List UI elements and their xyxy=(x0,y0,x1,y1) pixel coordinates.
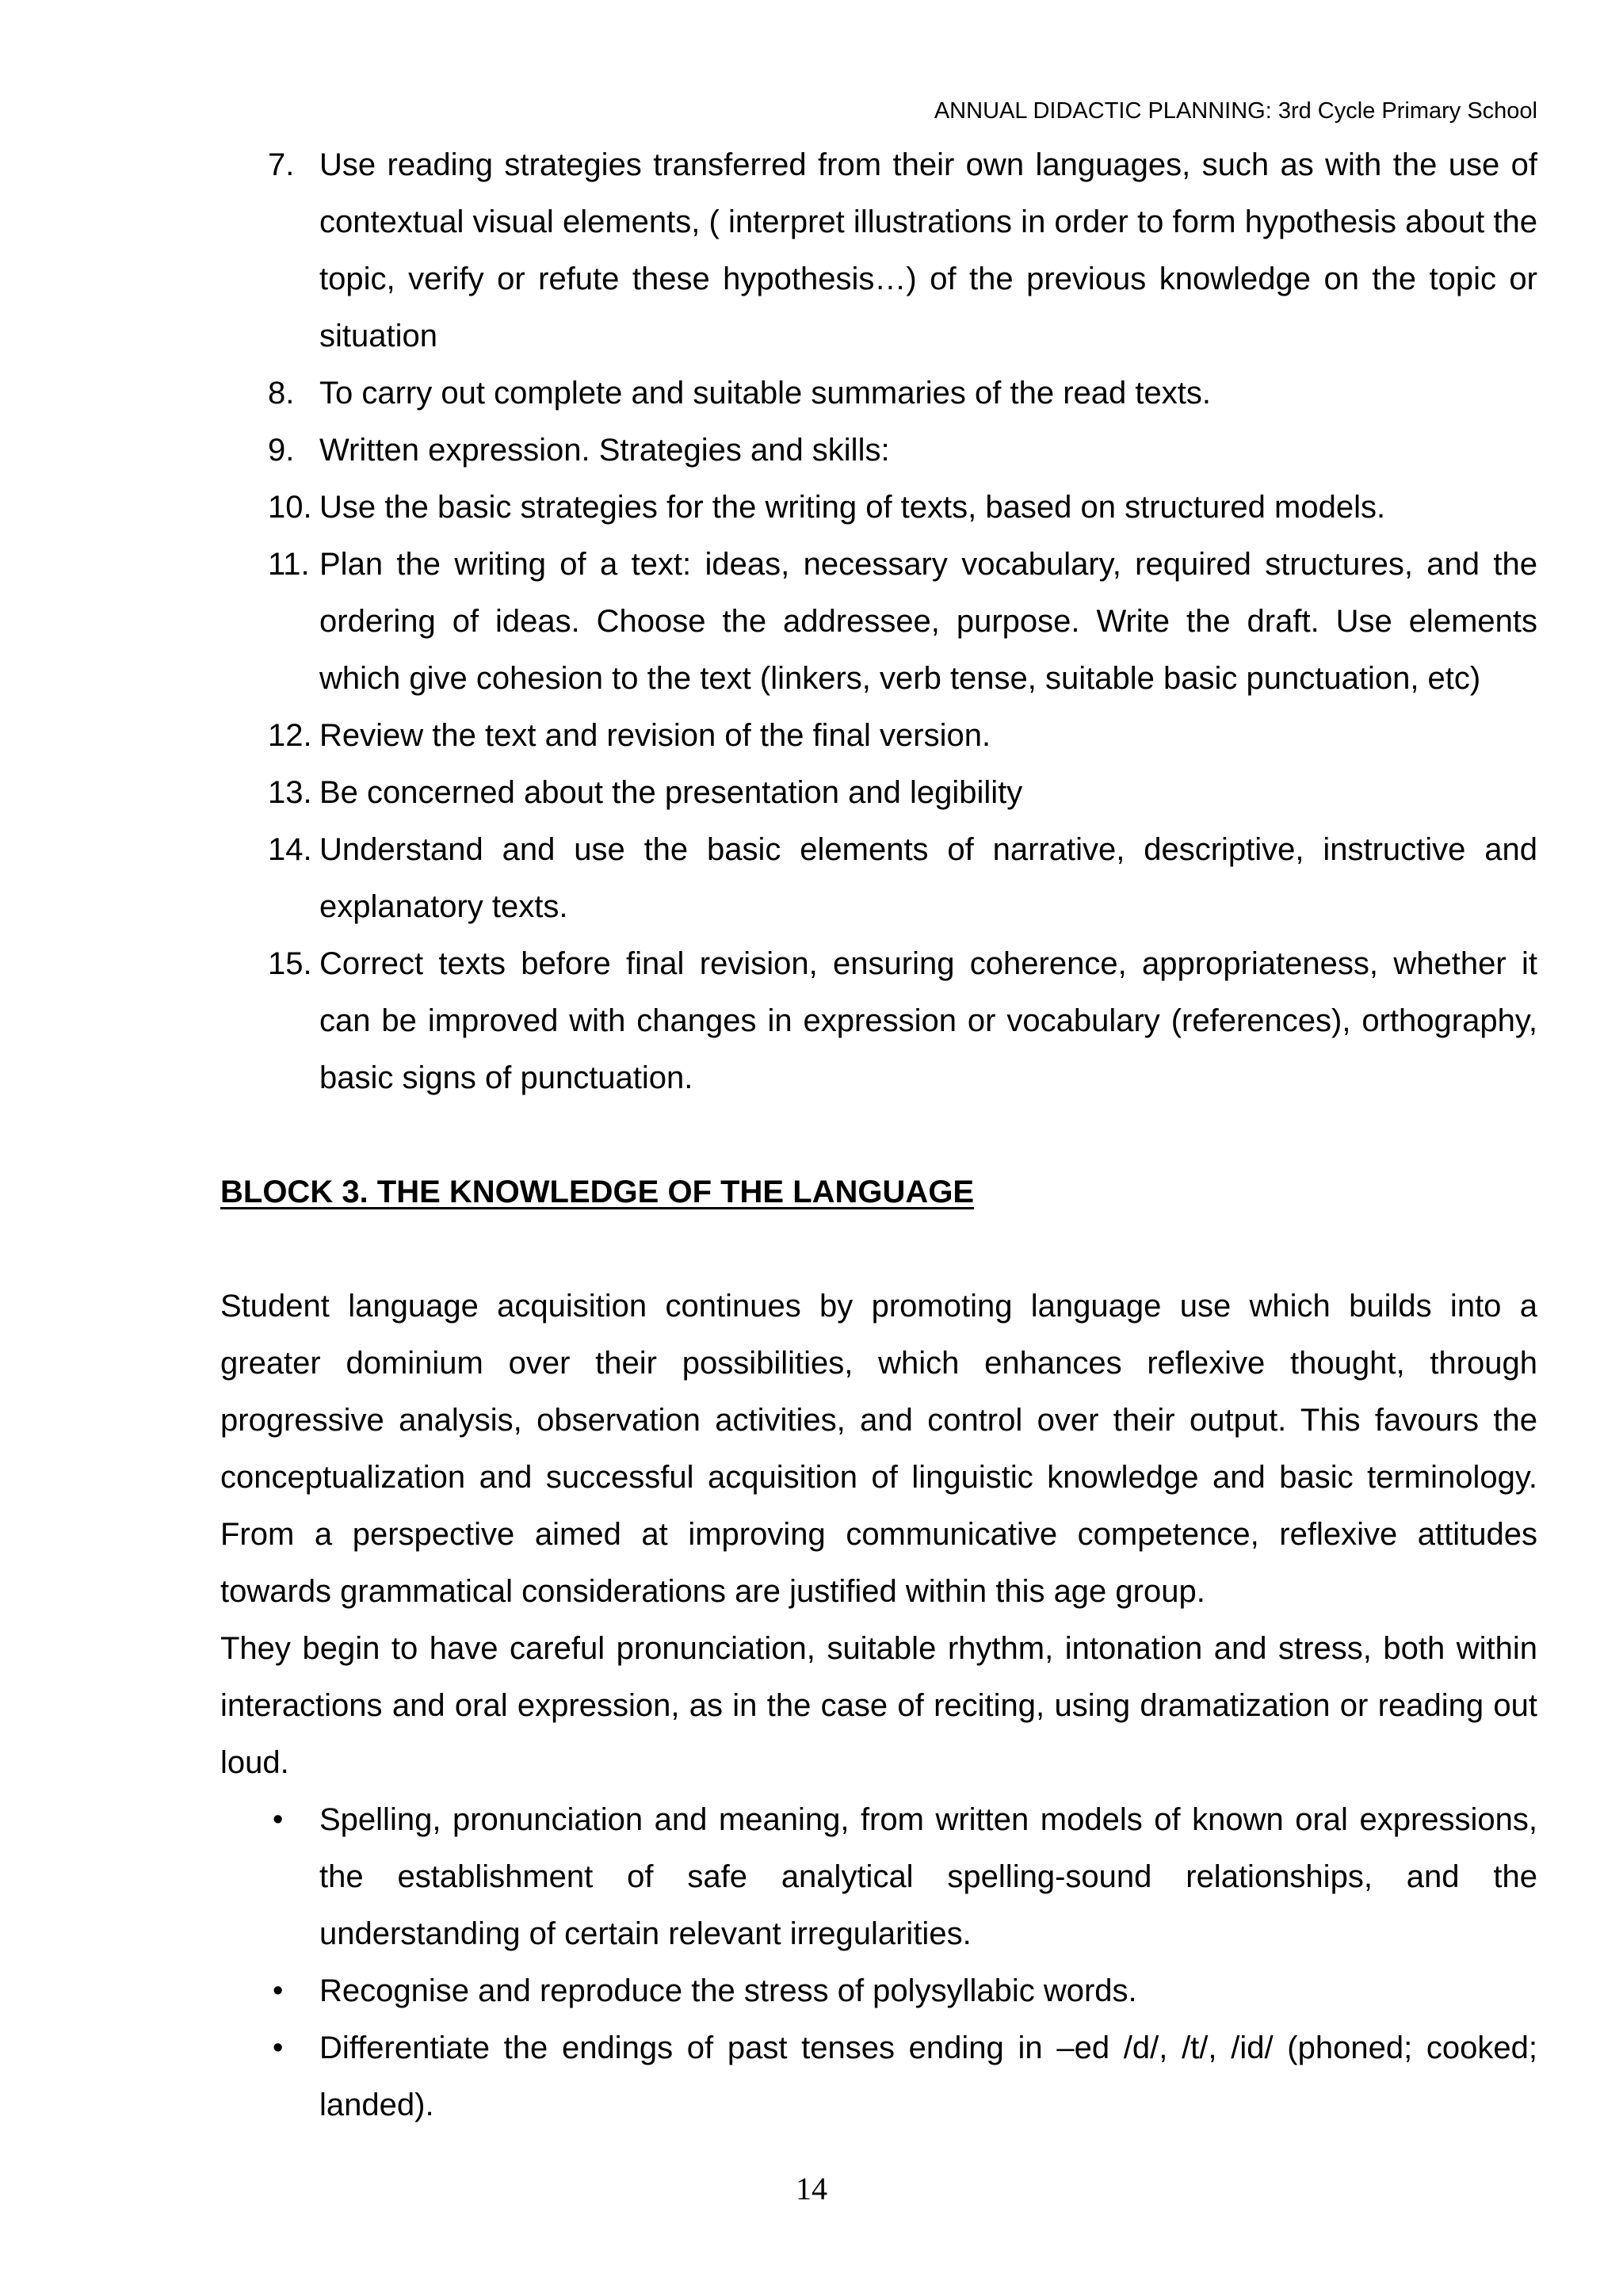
page-content xyxy=(220,136,1537,2134)
list-item-number: 9. xyxy=(268,433,295,468)
list-item-number: 12. xyxy=(268,718,312,753)
list-item-number: 11. xyxy=(268,547,310,582)
list-item xyxy=(220,536,1537,707)
body-paragraph: Student language acquisition continues by promoting language use which builds into a greater dominium over their possibilities, which enhances reflexive thought, through progressive analysis, observation activities, and control over their output. This favours the conceptualization and successful acquisition of linguistic knowledge and basic terminology. From a perspective aimed at improving communicative competence, reflexive attitudes towards grammatical considerations are justified within this age group. xyxy=(220,1289,1537,1609)
list-item-text: Correct texts before final revision, ensuring coherence, appropriateness, whether it can be improved with changes in expression or vocabulary (references), orthography, basic signs of punctuation. xyxy=(319,946,1537,1095)
list-item-number: 15. xyxy=(268,946,312,981)
list-item-text: Written expression. Strategies and skills: xyxy=(319,433,890,468)
list-item-number: 10. xyxy=(268,490,312,525)
bullet-text: Spelling, pronunciation and meaning, from written models of known oral expressions, the establishment of safe analytical spelling-sound relationships, and the understanding of certain relevant irregularities. xyxy=(319,1802,1537,1951)
list-item xyxy=(220,365,1537,422)
body-paragraph: They begin to have careful pronunciation, suitable rhythm, intonation and stress, both within interactions and oral expression, as in the case of reciting, using dramatization or reading out loud. xyxy=(220,1631,1537,1780)
list-item xyxy=(220,821,1537,935)
list-item-text: Review the text and revision of the final version. xyxy=(319,718,991,753)
bullet-icon: • xyxy=(273,2031,284,2065)
list-item-text: To carry out complete and suitable summaries of the read texts. xyxy=(319,376,1211,411)
numbered-list xyxy=(220,136,1537,1106)
list-item-text: Use reading strategies transferred from their own languages, such as with the use of contextual visual elements, ( interpret illustrations in order to form hypothesis about the topic, verify or refute these hypothesis…) of the previous knowledge on the topic or situation xyxy=(319,147,1537,353)
bullet-item xyxy=(220,1962,1537,2019)
list-item-number: 8. xyxy=(268,376,295,411)
running-header: ANNUAL DIDACTIC PLANNING: 3rd Cycle Primary School xyxy=(934,98,1537,124)
bullet-text: Differentiate the endings of past tenses ending in –ed /d/, /t/, /id/ (phoned; cooked; landed). xyxy=(319,2030,1537,2122)
list-item-text: Be concerned about the presentation and legibility xyxy=(319,775,1023,810)
list-item-text: Use the basic strategies for the writing of texts, based on structured models. xyxy=(319,490,1386,525)
list-item xyxy=(220,136,1537,365)
section-heading: BLOCK 3. THE KNOWLEDGE OF THE LANGUAGE xyxy=(220,1175,975,1209)
list-item-number: 7. xyxy=(268,147,295,182)
list-item-text: Understand and use the basic elements of narrative, descriptive, instructive and explanatory texts. xyxy=(319,832,1537,924)
bullet-icon: • xyxy=(273,1803,284,1836)
list-item xyxy=(220,935,1537,1106)
page-number: 14 xyxy=(796,2171,827,2206)
bullet-item xyxy=(220,2019,1537,2134)
list-item-number: 13. xyxy=(268,775,312,810)
list-item xyxy=(220,764,1537,821)
list-item xyxy=(220,479,1537,536)
list-item xyxy=(220,422,1537,479)
bullet-text: Recognise and reproduce the stress of polysyllabic words. xyxy=(319,1973,1137,2008)
list-item-number: 14. xyxy=(268,832,312,867)
bullet-item xyxy=(220,1791,1537,1962)
list-item-text: Plan the writing of a text: ideas, necessary vocabulary, required structures, and the ordering of ideas. Choose the addressee, purpose. Write the draft. Use elements which give cohesion to the text (linkers, verb tense, suitable basic punctuation, etc) xyxy=(319,547,1537,696)
bullet-icon: • xyxy=(273,1974,284,2008)
bullet-list xyxy=(220,1791,1537,2134)
list-item xyxy=(220,707,1537,764)
